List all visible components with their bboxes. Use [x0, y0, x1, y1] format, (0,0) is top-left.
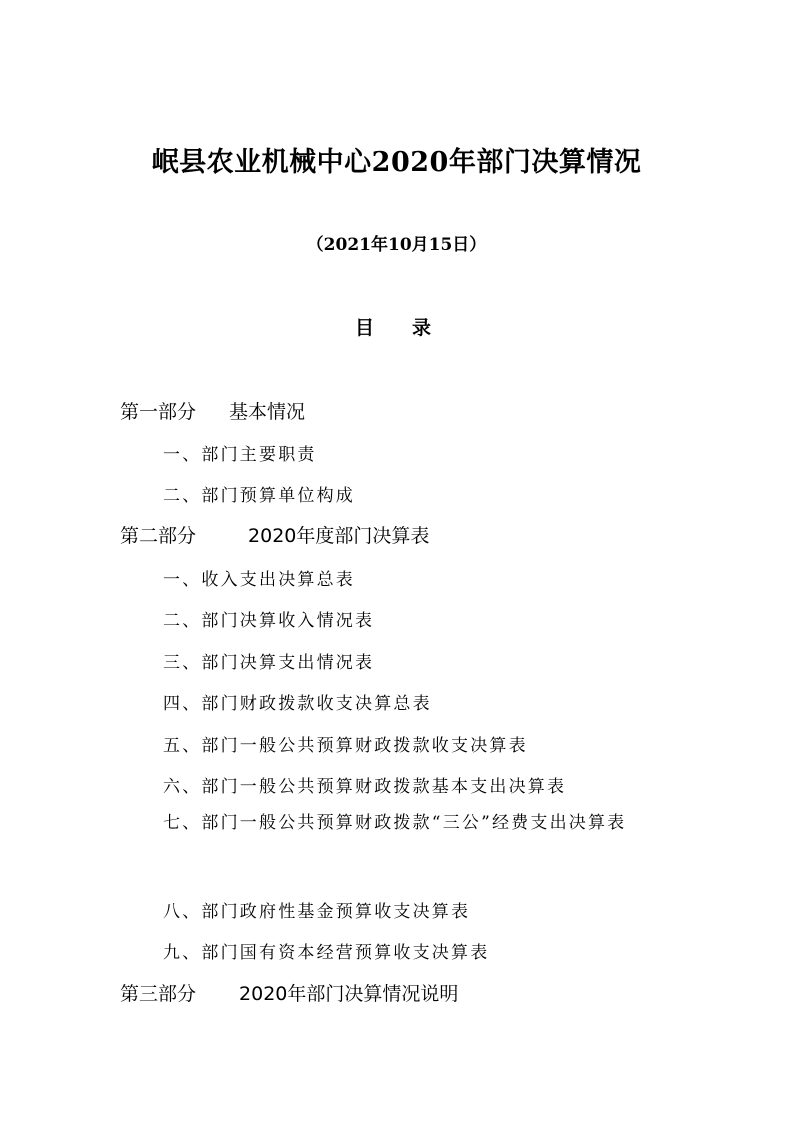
toc-part-number: 第三部分 — [120, 983, 197, 1005]
toc-item: 一、收入支出决算总表 — [163, 570, 355, 590]
toc-item: 二、部门决算收入情况表 — [163, 611, 375, 631]
toc-item: 一、部门主要职责 — [163, 445, 317, 465]
document-title: 岷县农业机械中心2020年部门决算情况 — [151, 147, 642, 178]
toc-heading-char-2: 录 — [412, 317, 432, 339]
toc-item: 四、部门财政拨款收支决算总表 — [163, 694, 432, 714]
toc-heading-char-1: 目 — [355, 317, 375, 339]
document-date: （2021年10月15日） — [306, 235, 487, 255]
toc-item: 八、部门政府性基金预算收支决算表 — [163, 902, 471, 922]
toc-item: 九、部门国有资本经营预算收支决算表 — [163, 943, 490, 963]
toc-part-name: 2020年部门决算情况说明 — [239, 983, 459, 1005]
toc-item: 六、部门一般公共预算财政拨款基本支出决算表 — [163, 777, 567, 797]
toc-part-2 — [120, 521, 429, 548]
toc-part-3 — [120, 979, 458, 1006]
toc-heading — [355, 313, 431, 340]
toc-part-name: 基本情况 — [229, 401, 306, 423]
toc-item: 三、部门决算支出情况表 — [163, 653, 375, 673]
toc-item: 七、部门一般公共预算财政拨款“三公”经费支出决算表 — [163, 813, 627, 833]
toc-part-number: 第二部分 — [120, 525, 197, 547]
toc-part-1 — [120, 397, 305, 424]
toc-item: 二、部门预算单位构成 — [163, 486, 355, 506]
toc-part-name: 2020年度部门决算表 — [248, 525, 430, 547]
toc-item: 五、部门一般公共预算财政拨款收支决算表 — [163, 736, 528, 756]
toc-part-number: 第一部分 — [120, 401, 197, 423]
